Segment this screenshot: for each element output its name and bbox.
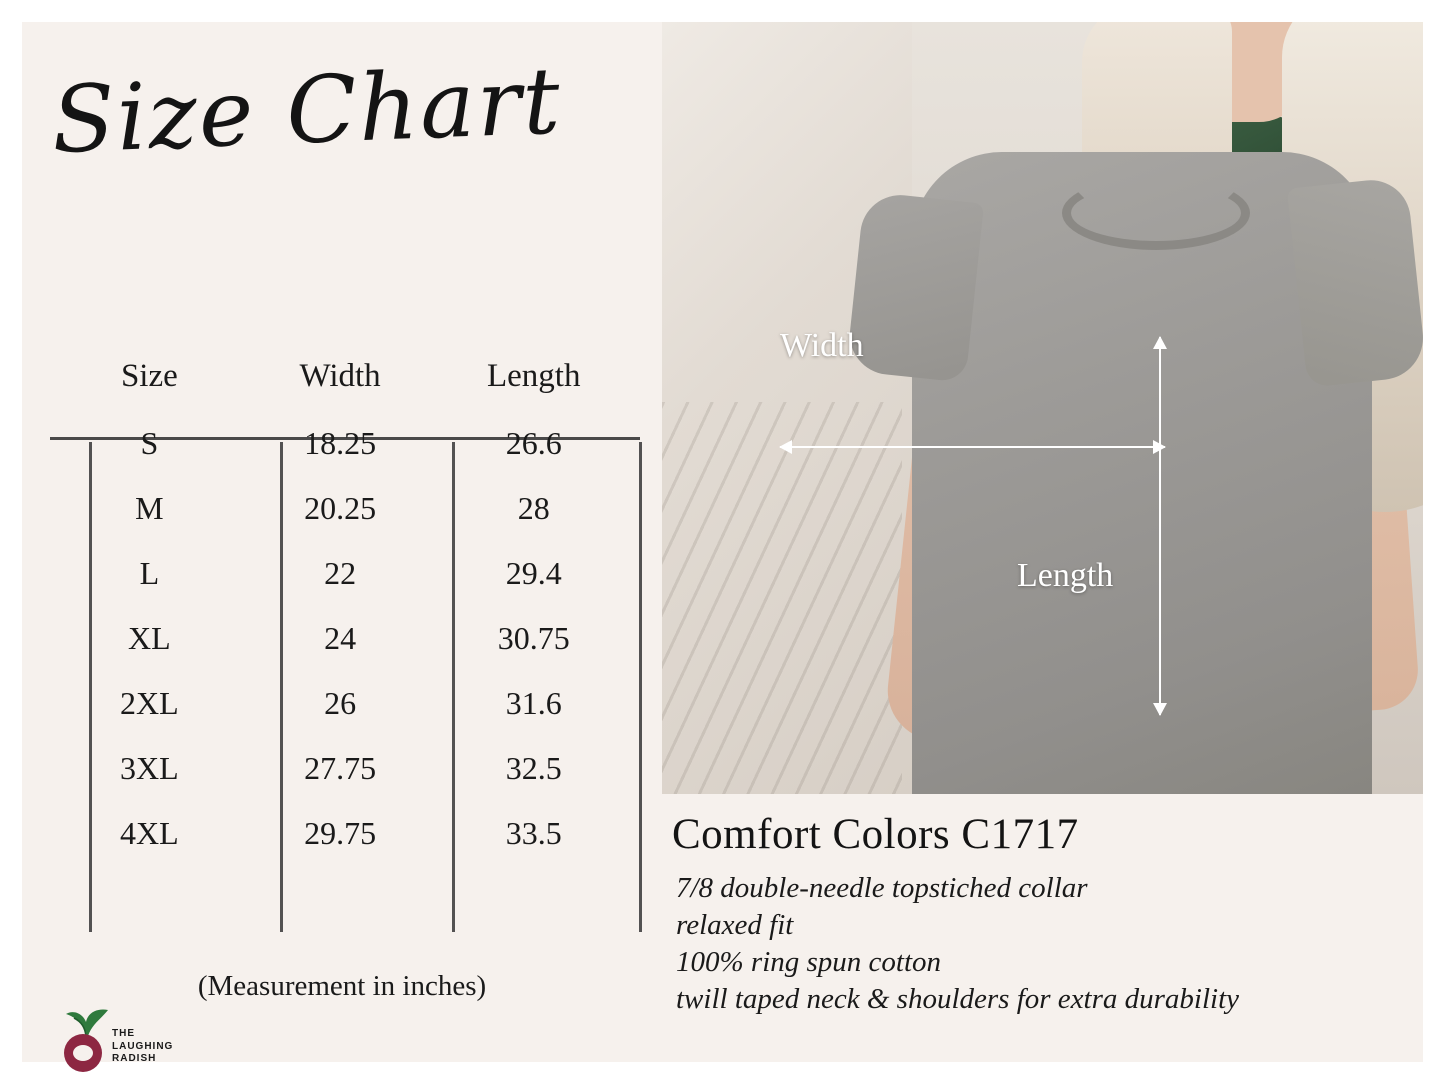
- cell-length: 31.6: [505, 685, 562, 721]
- table-row: [54, 671, 632, 736]
- cell-size: M: [135, 490, 164, 526]
- cell-size: L: [139, 555, 160, 591]
- brand-logo-text: [112, 1028, 173, 1066]
- size-table: [54, 352, 632, 866]
- table-row: [54, 736, 632, 801]
- table-rule-right: [639, 442, 642, 932]
- feature-item: 7/8 double-needle topstiched collar: [676, 872, 1088, 904]
- cell-size: 4XL: [120, 815, 179, 851]
- cell-size: XL: [128, 620, 171, 656]
- brand-line-2: LAUGHING: [112, 1040, 174, 1052]
- cell-length: 26.6: [505, 425, 562, 461]
- photo-bedding-texture: [662, 402, 902, 794]
- cell-length: 30.75: [497, 620, 570, 656]
- radish-body-icon: [64, 1034, 102, 1072]
- cell-width: 24: [324, 620, 357, 656]
- cell-width: 18.25: [304, 425, 377, 461]
- feature-item: twill taped neck & shoulders for extra durability: [676, 983, 1240, 1016]
- cell-length: 32.5: [505, 750, 562, 786]
- width-annotation-label: Width: [780, 327, 864, 364]
- photo-model: [877, 22, 1397, 794]
- column-header-length: Length: [486, 358, 581, 394]
- table-row: [54, 801, 632, 866]
- cell-width: 27.75: [304, 750, 377, 786]
- brand-logo: [52, 1004, 212, 1076]
- product-features: [676, 870, 1416, 1018]
- length-measurement-arrow-icon: [1159, 337, 1161, 715]
- cell-width: 26: [324, 685, 357, 721]
- cell-length: 33.5: [505, 815, 562, 851]
- brand-line-3: RADISH: [112, 1053, 157, 1064]
- cell-size: 3XL: [120, 750, 179, 786]
- cell-width: 29.75: [304, 815, 377, 851]
- cell-size: 2XL: [120, 685, 179, 721]
- page-title: Size Chart: [49, 47, 564, 174]
- feature-item: 100% ring spun cotton: [676, 946, 942, 979]
- length-annotation-label: Length: [1017, 557, 1114, 594]
- shirt-left-sleeve: [846, 191, 984, 383]
- table-header-row: [54, 352, 632, 411]
- cell-width: 20.25: [304, 490, 377, 526]
- shirt-right-sleeve: [1287, 176, 1423, 387]
- cell-width: 22: [324, 555, 357, 591]
- right-panel: [662, 22, 1423, 1062]
- feature-item: relaxed fit: [676, 909, 794, 942]
- table-row: [54, 606, 632, 671]
- column-header-size: Size: [120, 358, 178, 394]
- table-row: [54, 541, 632, 606]
- brand-line-1: THE: [112, 1028, 135, 1039]
- column-header-width: Width: [299, 358, 381, 394]
- product-name: Comfort Colors C1717: [672, 811, 1079, 858]
- cell-length: 28: [517, 490, 550, 526]
- cell-length: 29.4: [505, 555, 562, 591]
- table-row: [54, 476, 632, 541]
- product-photo: [662, 22, 1423, 794]
- table-row: [54, 411, 632, 476]
- left-panel: [22, 22, 662, 1062]
- width-measurement-arrow-icon: [780, 446, 1165, 448]
- radish-leaves-icon: [58, 1004, 114, 1038]
- cell-size: S: [140, 425, 159, 461]
- measurement-note: (Measurement in inches): [197, 970, 487, 1002]
